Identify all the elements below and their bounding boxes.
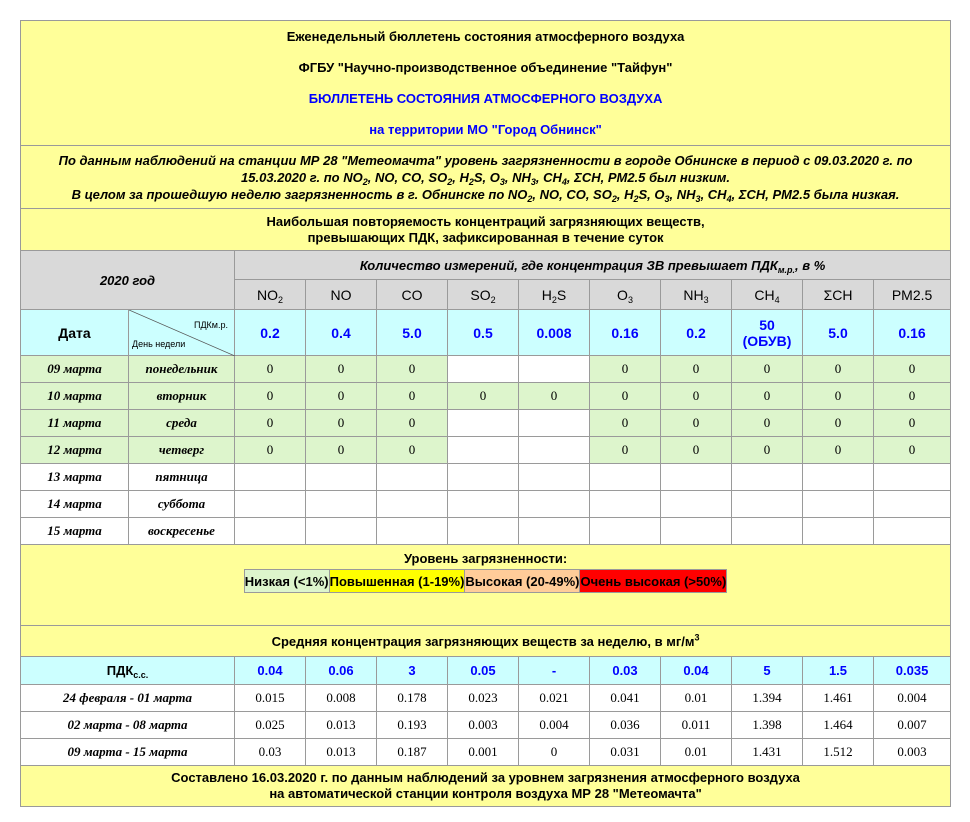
count-label bbox=[235, 251, 951, 280]
summary-p1e: , NH bbox=[504, 169, 531, 185]
pollutant-header bbox=[306, 280, 377, 310]
pdk-value-text: 50 bbox=[759, 316, 775, 333]
pdk-value bbox=[732, 310, 803, 356]
frequency-row bbox=[21, 491, 951, 518]
frequency-cell: 0 bbox=[803, 410, 874, 437]
summary-p2c: , H bbox=[616, 186, 634, 202]
row-weekday: суббота bbox=[129, 491, 235, 518]
average-cell: 0.01 bbox=[661, 739, 732, 766]
average-cell: 0.008 bbox=[306, 685, 377, 712]
pdk-value-text: 0.16 bbox=[611, 324, 639, 341]
summary-p1b: , NO, CO, SO bbox=[367, 169, 448, 185]
pollutant-sub: 2 bbox=[277, 294, 283, 305]
footer-line2: на автоматической станции контроля воздуха МР 28 "Метеомачта" bbox=[269, 786, 702, 801]
average-title-sup: 3 bbox=[694, 632, 700, 643]
pollutant-header bbox=[661, 280, 732, 310]
pollutant-name: CO bbox=[401, 286, 423, 303]
average-cell: 0.013 bbox=[306, 712, 377, 739]
pdk-value-text: 0.5 bbox=[473, 324, 493, 341]
sub: 2 bbox=[527, 193, 533, 204]
average-cell: 1.394 bbox=[732, 685, 803, 712]
frequency-cell bbox=[377, 464, 448, 491]
pollutant-sub: 2 bbox=[551, 294, 557, 305]
bulletin-header bbox=[21, 21, 951, 146]
frequency-cell bbox=[448, 491, 519, 518]
pollutant-header bbox=[803, 280, 874, 310]
frequency-cell: 0 bbox=[590, 383, 661, 410]
average-cell: 0.001 bbox=[448, 739, 519, 766]
frequency-cell bbox=[590, 491, 661, 518]
frequency-body bbox=[21, 356, 951, 545]
legend-item: Высокая (20-49%) bbox=[465, 570, 580, 593]
frequency-cell: 0 bbox=[448, 383, 519, 410]
frequency-cell bbox=[519, 464, 590, 491]
sub: 2 bbox=[611, 193, 617, 204]
frequency-cell: 0 bbox=[377, 356, 448, 383]
row-date: 12 марта bbox=[21, 437, 129, 464]
pdk-row bbox=[21, 310, 951, 356]
summary-text bbox=[21, 146, 951, 209]
avg-pdk-label-text: ПДК bbox=[106, 663, 134, 678]
pollutant-header bbox=[732, 280, 803, 310]
count-label-text: Количество измерений, где концентрация ЗВ превышает ПДК bbox=[359, 257, 778, 273]
frequency-cell bbox=[874, 464, 951, 491]
frequency-cell bbox=[590, 518, 661, 545]
average-cell: 0.003 bbox=[448, 712, 519, 739]
pdk-value bbox=[661, 310, 732, 356]
frequency-cell: 0 bbox=[661, 410, 732, 437]
frequency-row bbox=[21, 356, 951, 383]
frequency-cell: 0 bbox=[377, 383, 448, 410]
frequency-cell bbox=[448, 518, 519, 545]
diag-bottom-label: День недели bbox=[132, 339, 186, 349]
summary-p2e: , NH bbox=[669, 186, 696, 202]
diagonal-header bbox=[129, 310, 235, 356]
pollutant-name: ΣCH bbox=[823, 286, 853, 303]
summary-p1d: S, O bbox=[473, 169, 500, 185]
legend-item: Очень высокая (>50%) bbox=[580, 570, 727, 593]
summary-p1g: , ΣСН, PM2.5 был низким. bbox=[566, 169, 731, 185]
avg-pdk-label-sub: с.с. bbox=[133, 670, 149, 680]
sub: 2 bbox=[447, 176, 453, 187]
pollutant-name: H bbox=[541, 286, 552, 303]
avg-pdk-value: 3 bbox=[377, 657, 448, 685]
average-period: 09 марта - 15 марта bbox=[21, 739, 235, 766]
summary-p2a: В целом за прошедшую неделю загрязненность в г. Обнинске по NO bbox=[71, 186, 528, 202]
avg-pdk-value: 0.04 bbox=[235, 657, 306, 685]
frequency-cell: 0 bbox=[235, 410, 306, 437]
frequency-cell bbox=[306, 518, 377, 545]
level-legend-title: Уровень загрязненности: bbox=[403, 551, 568, 566]
average-cell: 0.013 bbox=[306, 739, 377, 766]
pdk-value-text: 5.0 bbox=[828, 324, 848, 341]
sub: 4 bbox=[726, 193, 732, 204]
summary-p1c: , H bbox=[452, 169, 469, 185]
frequency-cell: 0 bbox=[874, 356, 951, 383]
frequency-cell bbox=[235, 464, 306, 491]
pdk-value bbox=[448, 310, 519, 356]
average-row bbox=[21, 685, 951, 712]
summary-p2b: , NO, CO, SO bbox=[532, 186, 612, 202]
average-cell: 0.003 bbox=[874, 739, 951, 766]
frequency-cell: 0 bbox=[235, 356, 306, 383]
bulletin bbox=[20, 20, 950, 807]
frequency-cell: 0 bbox=[306, 383, 377, 410]
frequency-cell bbox=[235, 491, 306, 518]
summary-p2d: S, O bbox=[638, 186, 665, 202]
sub: 2 bbox=[468, 176, 474, 187]
average-cell: 0.021 bbox=[519, 685, 590, 712]
frequency-cell: 0 bbox=[590, 437, 661, 464]
average-cell: 0.004 bbox=[874, 685, 951, 712]
pollutant-sub: 2 bbox=[490, 294, 496, 305]
pdk-value bbox=[590, 310, 661, 356]
pollutant-name: PM2.5 bbox=[891, 286, 933, 303]
footer-line1: Составлено 16.03.2020 г. по данным наблюдений за уровнем загрязнения атмосферного воздуха bbox=[171, 770, 800, 785]
frequency-cell bbox=[306, 491, 377, 518]
frequency-cell bbox=[661, 464, 732, 491]
row-date: 14 марта bbox=[21, 491, 129, 518]
frequency-cell: 0 bbox=[874, 437, 951, 464]
frequency-cell bbox=[803, 518, 874, 545]
frequency-row bbox=[21, 410, 951, 437]
sub: 3 bbox=[530, 176, 536, 187]
row-date: 10 марта bbox=[21, 383, 129, 410]
average-cell: 0 bbox=[519, 739, 590, 766]
average-cell: 1.461 bbox=[803, 685, 874, 712]
header-title: Еженедельный бюллетень состояния атмосферного воздуха bbox=[286, 29, 685, 44]
row-date: 09 марта bbox=[21, 356, 129, 383]
sub: 4 bbox=[561, 176, 567, 187]
frequency-cell: 0 bbox=[874, 383, 951, 410]
average-cell: 0.03 bbox=[235, 739, 306, 766]
frequency-cell: 0 bbox=[306, 437, 377, 464]
frequency-cell bbox=[519, 437, 590, 464]
frequency-cell: 0 bbox=[661, 437, 732, 464]
avg-pdk-value: 0.04 bbox=[661, 657, 732, 685]
pollutant-name: NH bbox=[683, 286, 704, 303]
avg-pdk-value: 1.5 bbox=[803, 657, 874, 685]
row-weekday: четверг bbox=[129, 437, 235, 464]
frequency-cell: 0 bbox=[590, 356, 661, 383]
pollutant-name: NO bbox=[330, 286, 352, 303]
frequency-cell: 0 bbox=[803, 437, 874, 464]
pdk-value bbox=[874, 310, 951, 356]
pollutant-header bbox=[874, 280, 951, 310]
frequency-cell: 0 bbox=[235, 437, 306, 464]
pdk-value bbox=[306, 310, 377, 356]
row-weekday: воскресенье bbox=[129, 518, 235, 545]
avg-pdk-row bbox=[21, 657, 951, 685]
frequency-cell: 0 bbox=[732, 356, 803, 383]
legend-item: Низкая (<1%) bbox=[244, 570, 329, 593]
frequency-title-line1: Наибольшая повторяемость концентраций загрязняющих веществ, bbox=[266, 213, 705, 229]
frequency-row bbox=[21, 464, 951, 491]
count-label-tail: , в % bbox=[795, 257, 826, 273]
frequency-cell: 0 bbox=[306, 410, 377, 437]
frequency-row bbox=[21, 518, 951, 545]
frequency-cell: 0 bbox=[235, 383, 306, 410]
frequency-cell bbox=[448, 410, 519, 437]
frequency-cell: 0 bbox=[803, 356, 874, 383]
pollutant-sub: 4 bbox=[774, 294, 780, 305]
count-label-sub: м.р. bbox=[777, 264, 796, 275]
pollutant-tail: S bbox=[556, 286, 567, 303]
header-bulletin-name: БЮЛЛЕТЕНЬ СОСТОЯНИЯ АТМОСФЕРНОГО ВОЗДУХА bbox=[308, 91, 663, 106]
avg-pdk-label bbox=[21, 657, 235, 685]
pdk-value-text: 5.0 bbox=[402, 324, 422, 341]
average-cell: 1.512 bbox=[803, 739, 874, 766]
frequency-cell bbox=[874, 518, 951, 545]
pollutant-header bbox=[377, 280, 448, 310]
average-cell: 1.464 bbox=[803, 712, 874, 739]
average-cell: 0.023 bbox=[448, 685, 519, 712]
frequency-cell bbox=[235, 518, 306, 545]
pollutant-sub: 3 bbox=[703, 294, 709, 305]
pollutant-sub: 3 bbox=[627, 294, 633, 305]
pollutant-name: O bbox=[617, 286, 628, 303]
avg-pdk-value: - bbox=[519, 657, 590, 685]
avg-pdk-value: 0.03 bbox=[590, 657, 661, 685]
frequency-cell bbox=[519, 518, 590, 545]
frequency-cell bbox=[377, 518, 448, 545]
frequency-cell: 0 bbox=[732, 410, 803, 437]
pollutant-header bbox=[235, 280, 306, 310]
frequency-cell bbox=[803, 464, 874, 491]
average-cell: 1.398 bbox=[732, 712, 803, 739]
pollutant-name: CH bbox=[754, 286, 775, 303]
avg-pdk-value: 5 bbox=[732, 657, 803, 685]
pdk-value-text: 0.008 bbox=[536, 324, 572, 341]
frequency-cell bbox=[448, 437, 519, 464]
sub: 2 bbox=[362, 176, 368, 187]
frequency-cell bbox=[590, 464, 661, 491]
average-cell: 0.187 bbox=[377, 739, 448, 766]
avg-pdk-value: 0.06 bbox=[306, 657, 377, 685]
header-organization: ФГБУ "Научно-производственное объединение "Тайфун" bbox=[298, 60, 673, 75]
pollutant-name: NO bbox=[256, 286, 278, 303]
average-cell: 0.01 bbox=[661, 685, 732, 712]
row-weekday: пятница bbox=[129, 464, 235, 491]
sub: 2 bbox=[633, 193, 639, 204]
frequency-title bbox=[21, 209, 951, 251]
summary-p1a: По данным наблюдений на станции МР 28 "Метеомачта" уровень загрязненности в городе Обнинске в период с 09.03.2020 г. по 15.03.2020 г. по NO bbox=[58, 152, 913, 185]
frequency-title-line2: превышающих ПДК, зафиксированная в течение суток bbox=[307, 229, 664, 245]
summary-p1f: , CH bbox=[535, 169, 562, 185]
average-cell: 0.025 bbox=[235, 712, 306, 739]
pdk-value bbox=[377, 310, 448, 356]
sub: 3 bbox=[499, 176, 505, 187]
row-weekday: среда bbox=[129, 410, 235, 437]
pollutant-header bbox=[590, 280, 661, 310]
frequency-row bbox=[21, 383, 951, 410]
frequency-cell bbox=[519, 410, 590, 437]
header-territory: на территории МО "Город Обнинск" bbox=[369, 122, 602, 137]
pdk-value-text: 0.16 bbox=[898, 324, 926, 341]
frequency-cell bbox=[661, 491, 732, 518]
frequency-cell: 0 bbox=[661, 356, 732, 383]
frequency-cell bbox=[519, 356, 590, 383]
diagonal-line-icon bbox=[129, 310, 235, 356]
avg-pdk-value: 0.05 bbox=[448, 657, 519, 685]
frequency-row bbox=[21, 437, 951, 464]
footer bbox=[21, 766, 951, 807]
average-cell: 0.031 bbox=[590, 739, 661, 766]
frequency-cell: 0 bbox=[306, 356, 377, 383]
average-row bbox=[21, 739, 951, 766]
frequency-cell: 0 bbox=[519, 383, 590, 410]
pollutant-header bbox=[519, 280, 590, 310]
average-period: 24 февраля - 01 марта bbox=[21, 685, 235, 712]
average-cell: 0.041 bbox=[590, 685, 661, 712]
pollutant-name: SO bbox=[470, 286, 491, 303]
pdk-value bbox=[235, 310, 306, 356]
frequency-cell bbox=[448, 464, 519, 491]
level-legend bbox=[21, 545, 951, 626]
row-date: 13 марта bbox=[21, 464, 129, 491]
frequency-cell: 0 bbox=[732, 437, 803, 464]
frequency-cell: 0 bbox=[803, 383, 874, 410]
summary-p2f: , CH bbox=[700, 186, 727, 202]
row-date: 15 марта bbox=[21, 518, 129, 545]
frequency-cell: 0 bbox=[590, 410, 661, 437]
date-header: Дата bbox=[21, 310, 129, 356]
pdk-value-text: 0.2 bbox=[686, 324, 706, 341]
sub: 3 bbox=[695, 193, 701, 204]
frequency-cell bbox=[874, 491, 951, 518]
avg-pdk-value: 0.035 bbox=[874, 657, 951, 685]
legend-table bbox=[244, 569, 728, 593]
sub: 3 bbox=[664, 193, 670, 204]
frequency-cell bbox=[732, 491, 803, 518]
frequency-cell: 0 bbox=[377, 410, 448, 437]
frequency-cell bbox=[732, 464, 803, 491]
frequency-cell: 0 bbox=[377, 437, 448, 464]
average-cell: 0.011 bbox=[661, 712, 732, 739]
average-cell: 0.015 bbox=[235, 685, 306, 712]
average-body bbox=[21, 685, 951, 766]
pollutant-header bbox=[448, 280, 519, 310]
average-cell: 0.178 bbox=[377, 685, 448, 712]
pdk-value bbox=[803, 310, 874, 356]
frequency-cell bbox=[377, 491, 448, 518]
pdk-value-text: (ОБУВ) bbox=[742, 332, 792, 349]
pdk-value-text: 0.4 bbox=[331, 324, 351, 341]
frequency-cell bbox=[732, 518, 803, 545]
row-weekday: понедельник bbox=[129, 356, 235, 383]
average-cell: 1.431 bbox=[732, 739, 803, 766]
average-period: 02 марта - 08 марта bbox=[21, 712, 235, 739]
frequency-cell: 0 bbox=[732, 383, 803, 410]
bulletin-table bbox=[20, 20, 951, 807]
summary-p2g: , ΣСН, PM2.5 была низкая. bbox=[731, 186, 900, 202]
frequency-cell bbox=[661, 518, 732, 545]
row-date: 11 марта bbox=[21, 410, 129, 437]
frequency-cell bbox=[306, 464, 377, 491]
frequency-cell bbox=[519, 491, 590, 518]
frequency-cell: 0 bbox=[661, 383, 732, 410]
row-weekday: вторник bbox=[129, 383, 235, 410]
frequency-cell bbox=[448, 356, 519, 383]
average-row bbox=[21, 712, 951, 739]
average-title bbox=[21, 626, 951, 657]
average-cell: 0.007 bbox=[874, 712, 951, 739]
diag-top-label: ПДКм.р. bbox=[193, 320, 228, 330]
legend-item: Повышенная (1-19%) bbox=[329, 570, 465, 593]
year-cell: 2020 год bbox=[21, 251, 235, 310]
average-title-text: Средняя концентрация загрязняющих веществ за неделю, в мг/м bbox=[271, 633, 695, 649]
frequency-cell: 0 bbox=[874, 410, 951, 437]
legend-row bbox=[244, 570, 727, 593]
pdk-value bbox=[519, 310, 590, 356]
pdk-value-text: 0.2 bbox=[260, 324, 280, 341]
frequency-cell bbox=[803, 491, 874, 518]
average-cell: 0.036 bbox=[590, 712, 661, 739]
average-cell: 0.004 bbox=[519, 712, 590, 739]
average-cell: 0.193 bbox=[377, 712, 448, 739]
